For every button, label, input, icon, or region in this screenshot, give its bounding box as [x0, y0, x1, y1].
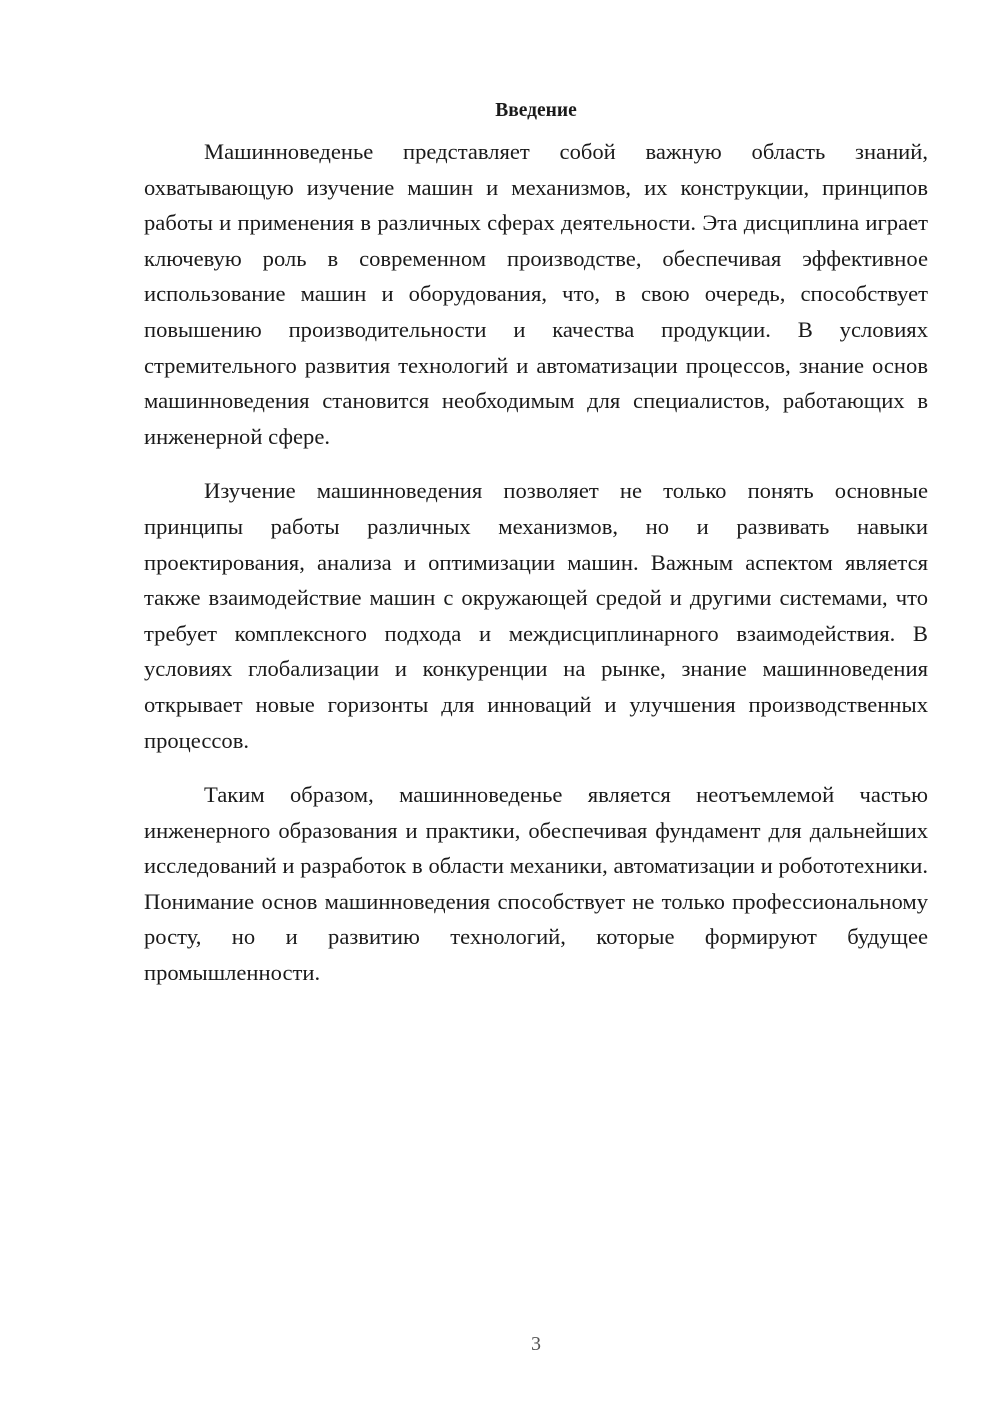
- paragraph-1: Машинноведенье представляет собой важную область знаний, охватывающую изучение машин и механизмов, их конструкции, принципов работы и применения в различных сферах деятельности. Эта дисциплина играет ключевую роль в современном производстве, обеспечивая эффективное использование машин и оборудования, что, в свою очередь, способствует повышению производительности и качества продукции. В условиях стремительного развития технологий и автоматизации процессов, знание основ машинноведения становится необходимым для специалистов, работающих в инженерной сфере.: [144, 139, 928, 449]
- document-body: [144, 96, 928, 1010]
- page-number: 3: [531, 1333, 541, 1355]
- section-title: Введение: [495, 100, 577, 121]
- paragraph-2: Изучение машинноведения позволяет не только понять основные принципы работы различных механизмов, но и развивать навыки проектирования, анализа и оптимизации машин. Важным аспектом является также взаимодействие машин с окружающей средой и другими системами, что требует комплексного подхода и междисциплинарного взаимодействия. В условиях глобализации и конкуренции на рынке, знание машинноведения открывает новые горизонты для инноваций и улучшения производственных процессов.: [144, 478, 928, 753]
- paragraph-3: Таким образом, машинноведенье является неотъемлемой частью инженерного образования и практики, обеспечивая фундамент для дальнейших исследований и разработок в области механики, автоматизации и робототехники. Понимание основ машинноведения способствует не только профессиональному росту, но и развитию технологий, которые формируют будущее промышленности.: [144, 782, 928, 986]
